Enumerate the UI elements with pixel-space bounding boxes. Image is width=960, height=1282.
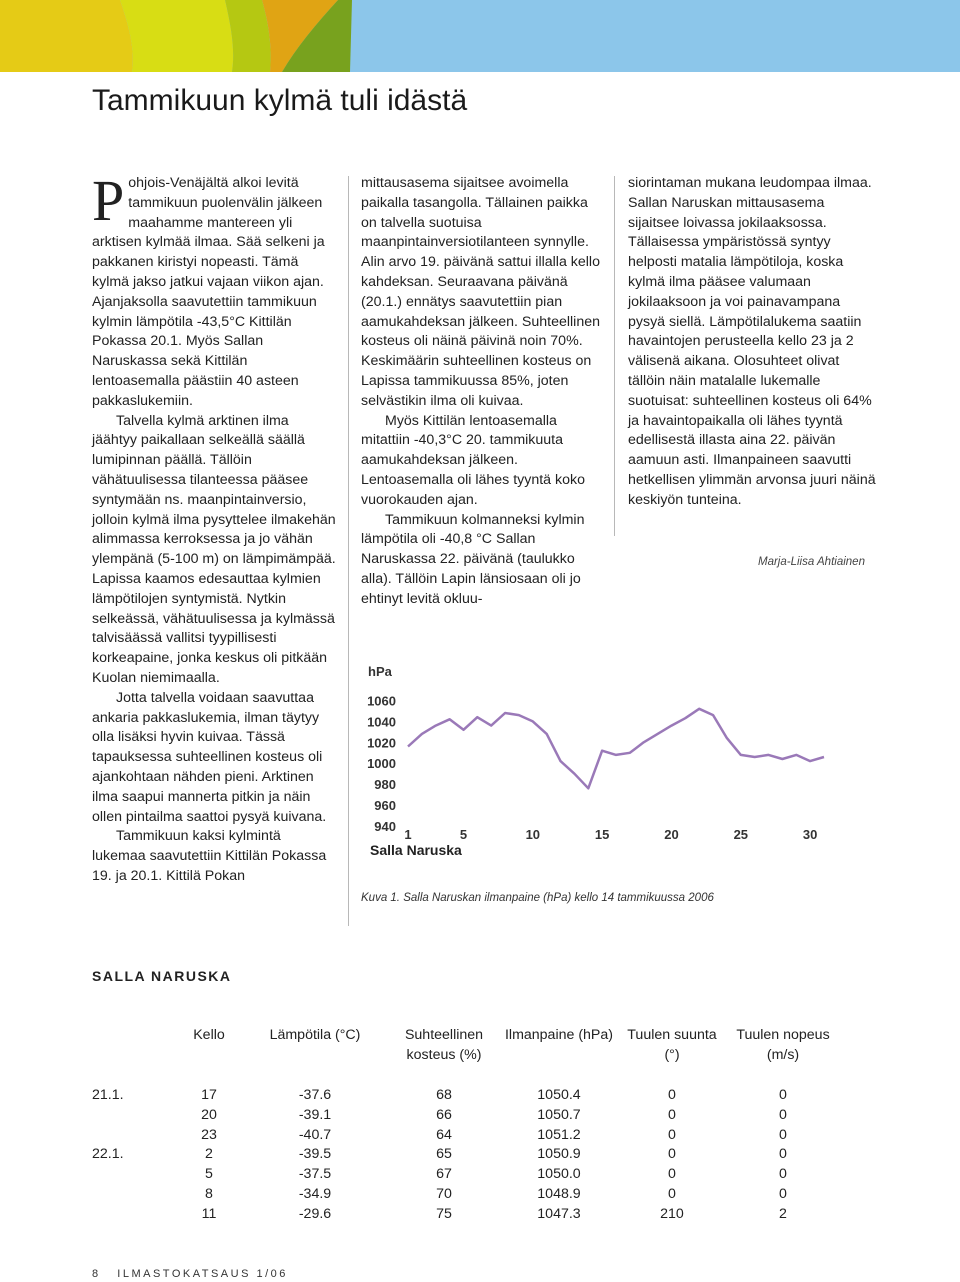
table-cell: 1047.3 bbox=[537, 1205, 581, 1222]
station-label: Salla Naruska bbox=[370, 842, 462, 858]
table-cell: 0 bbox=[668, 1166, 676, 1183]
pressure-series-line bbox=[408, 709, 824, 789]
table-cell-date bbox=[92, 1165, 176, 1185]
table-header: Tuulen suunta (°) bbox=[627, 1027, 717, 1063]
table-cell: 0 bbox=[779, 1126, 787, 1143]
table-cell: -29.6 bbox=[298, 1205, 332, 1222]
weather-table bbox=[92, 1026, 840, 1225]
table-header: Kello bbox=[193, 1027, 225, 1043]
table-cell: 2 bbox=[779, 1205, 787, 1222]
table-cell: 0 bbox=[668, 1185, 676, 1202]
table-header bbox=[92, 1026, 176, 1086]
table-cell: 210 bbox=[660, 1205, 684, 1222]
publication-name: ILMASTOKATSAUS 1/06 bbox=[117, 1268, 288, 1280]
y-tick-label: 1000 bbox=[367, 756, 396, 772]
table-cell: 20 bbox=[201, 1106, 217, 1123]
table-cell: -37.5 bbox=[298, 1166, 332, 1183]
author-name: Marja-Liisa Ahtiainen bbox=[758, 556, 865, 568]
x-tick-label: 30 bbox=[802, 827, 818, 842]
table-cell: 0 bbox=[779, 1106, 787, 1123]
table-row bbox=[92, 1126, 840, 1146]
page-footer bbox=[92, 1268, 288, 1280]
table-header: Tuulen nopeus (m/s) bbox=[736, 1027, 830, 1063]
table-cell: 11 bbox=[201, 1205, 217, 1222]
column-divider bbox=[348, 176, 349, 926]
text-column-1 bbox=[92, 168, 337, 887]
header-banner bbox=[0, 0, 960, 72]
y-tick-label: 980 bbox=[374, 777, 396, 793]
table-row bbox=[92, 1086, 840, 1106]
table-cell: 23 bbox=[201, 1126, 217, 1143]
pressure-line-chart bbox=[362, 660, 842, 865]
x-tick-label: 10 bbox=[525, 827, 541, 842]
table-cell: 0 bbox=[668, 1126, 676, 1143]
table-cell-date bbox=[92, 1106, 176, 1126]
table-row bbox=[92, 1106, 840, 1126]
table-cell: 0 bbox=[779, 1185, 787, 1202]
y-unit-label: hPa bbox=[368, 664, 392, 679]
banner-band-1 bbox=[0, 0, 133, 72]
table-cell: 0 bbox=[668, 1106, 676, 1123]
text-column-2 bbox=[361, 174, 601, 610]
table-cell: 70 bbox=[436, 1185, 452, 1202]
table-cell: 75 bbox=[436, 1205, 452, 1222]
table-header: Lämpötila (°C) bbox=[269, 1027, 361, 1043]
table-cell: 1050.4 bbox=[537, 1087, 581, 1103]
table-row bbox=[92, 1145, 840, 1165]
paragraph: Talvella kylmä arktinen ilma jäähtyy paikallaan selkeällä säällä lumipinnan päällä. Tällöin vähätuulisessa tilanteessa pääsee syntymään ns. maanpintainversio, jolloin kylmä ilma pysyttelee ilmakehän alimmassa kerroksessa ja jo vähän ylempänä (5-100 m) on lämpimämpää. Lapissa kaamos edesauttaa kylmien lämpötilojen syntymistä. Nytkin selkeässä, vähätuulisessa ja kylmässä talvisäässä vallitsi tyypillisesti korkeapaine, jonka keskus oli pitkään Kuolan niemimaalla. bbox=[92, 412, 336, 686]
y-tick-label: 1060 bbox=[367, 693, 396, 709]
table-cell: 1050.7 bbox=[537, 1106, 581, 1123]
figure-caption: Kuva 1. Salla Naruskan ilmanpaine (hPa) kello 14 tammikuussa 2006 bbox=[361, 892, 714, 904]
x-tick-label: 1 bbox=[404, 827, 412, 842]
paragraph: mittausasema sijaitsee avoimella paikalla tasangolla. Tällainen paikka on talvella suotuisa maanpintainversiotilanteen synnylle. Alin arvo 19. päivänä sattui illalla kello kahdeksan. Seuraavana päivänä (20.1.) ennätys saavutettiin pian aamukahdeksan jälkeen. Suhteellinen kosteus oli näinä päivinä noin 70%. Keskimäärin suhteellinen kosteus on Lapissa tammikuussa 85%, joten selvästikin ilma oli kuivaa. bbox=[361, 175, 600, 409]
table-cell: 65 bbox=[436, 1146, 452, 1163]
paragraph: Tammikuun kaksi kylmintä lukemaa saavutettiin Kittilän Pokassa 19. ja 20.1. Kittilä Pokan bbox=[92, 828, 327, 884]
table-cell: 1048.9 bbox=[537, 1185, 581, 1202]
table-cell: -40.7 bbox=[298, 1126, 332, 1143]
paragraph: Myös Kittilän lentoasemalla mitattiin -40,3°C 20. tammikuuta aamukahdeksan jälkeen. Lentoasemalla oli lähes tyyntä koko vuorokauden ajan. bbox=[361, 412, 585, 508]
table-cell: -39.1 bbox=[298, 1106, 332, 1123]
banner-band-2 bbox=[120, 0, 233, 72]
table-cell: 0 bbox=[668, 1087, 676, 1103]
article-title: Tammikuun kylmä tuli idästä bbox=[92, 84, 468, 117]
table-cell: -37.6 bbox=[298, 1087, 332, 1103]
table-cell-date: 21.1. bbox=[92, 1087, 124, 1103]
table-header-row bbox=[92, 1026, 840, 1086]
page-number: 8 bbox=[92, 1268, 101, 1280]
x-tick-label: 20 bbox=[664, 827, 679, 842]
table-cell: 0 bbox=[668, 1146, 676, 1163]
table-row bbox=[92, 1205, 840, 1225]
table-cell: 17 bbox=[201, 1087, 217, 1103]
table-header: Suhteellinen kosteus (%) bbox=[404, 1027, 484, 1063]
column-divider bbox=[614, 176, 615, 536]
table-cell: 64 bbox=[436, 1126, 452, 1143]
text-column-3 bbox=[628, 174, 878, 511]
table-title: SALLA NARUSKA bbox=[92, 968, 232, 984]
table-cell: 0 bbox=[779, 1146, 787, 1163]
paragraph: Tammikuun kolmanneksi kylmin lämpötila oli -40,8 °C Sallan Naruskassa 22. päivänä (taulukko alla). Tällöin Lapin länsiosaan oli jo ehtinyt levitä okluu- bbox=[361, 511, 585, 607]
table-cell: 66 bbox=[436, 1106, 452, 1123]
table-row bbox=[92, 1185, 840, 1205]
paragraph: siorintaman mukana leudompaa ilmaa. Sallan Naruskan mittausasema sijaitsee loivassa jokilaaksossa. Tällaisessa ympäristössä syntyy helposti matalia lämpötiloja, koska kylmä ilma pääsee valumaan jokilaaksoon ja voi painavampana pysyä siellä. Lämpötilalukema saatiin havaintojen perusteella kello 23 ja 2 välisenä aikana. Olosuhteet olivat tällöin näin matalalle lukemalle suotuisat: suhteellinen kosteus oli 64% ja havaintopaikalla oli lähes tyyntä edellisestä illasta aina 22. päivän aamuun asti. Ilmanpaineen saavutti hetkellisen ylimmän arvonsa juuri näinä keskiyön tunteina. bbox=[628, 175, 876, 508]
table-cell: 5 bbox=[205, 1166, 213, 1183]
paragraph: Jotta talvella voidaan saavuttaa ankaria pakkaslukemia, ilman täytyy olla lisäksi hyvin kuivaa. Tässä tapauksessa suhteellinen kosteus oli ajankohtaan nähden pieni. Arktinen ilma saapui mannerta pitkin ja näin ollen pintailma saattoi pysyä kuivana. bbox=[92, 689, 327, 825]
table-cell: 1050.0 bbox=[537, 1166, 581, 1183]
y-tick-label: 960 bbox=[374, 798, 396, 814]
table-cell-date bbox=[92, 1185, 176, 1205]
drop-cap: P bbox=[92, 168, 125, 233]
x-tick-label: 25 bbox=[733, 827, 749, 842]
x-tick-label: 5 bbox=[459, 827, 468, 842]
y-tick-label: 1040 bbox=[367, 714, 396, 730]
table-cell: 1050.9 bbox=[537, 1146, 581, 1163]
table-cell: 1051.2 bbox=[537, 1126, 581, 1143]
table-row bbox=[92, 1165, 840, 1185]
table-cell-date bbox=[92, 1205, 176, 1225]
table-header: Ilmanpaine (hPa) bbox=[504, 1027, 614, 1043]
table-cell: 68 bbox=[436, 1087, 452, 1103]
x-tick-label: 15 bbox=[594, 827, 610, 842]
table-cell: 8 bbox=[205, 1185, 213, 1202]
table-cell-date: 22.1. bbox=[92, 1146, 124, 1163]
table-cell: 67 bbox=[436, 1166, 452, 1183]
y-tick-label: 940 bbox=[374, 819, 396, 834]
table-cell: 2 bbox=[205, 1146, 213, 1163]
table-cell: 0 bbox=[779, 1166, 787, 1183]
y-tick-label: 1020 bbox=[367, 735, 396, 751]
table-cell-date bbox=[92, 1126, 176, 1146]
table-cell: -34.9 bbox=[298, 1185, 332, 1202]
paragraph: Pohjois-Venäjältä alkoi levitä tammikuun puolenvälin jälkeen maahamme mantereen yli arktisen kylmää ilmaa. Sää selkeni ja pakkanen kiristyi nopeasti. Tämä kylmä jakso jatkui vajaan viikon ajan. Ajanjaksolla saavutettiin tammikuun kylmin lämpötila -43,5°C Kittilän Pokassa 20.1. Myös Sallan Naruskassa sekä Kittilän lentoasemalla päästiin 40 asteen pakkaslukemiin. bbox=[92, 168, 325, 409]
table-cell: -39.5 bbox=[298, 1146, 332, 1163]
table-cell: 0 bbox=[779, 1087, 787, 1103]
